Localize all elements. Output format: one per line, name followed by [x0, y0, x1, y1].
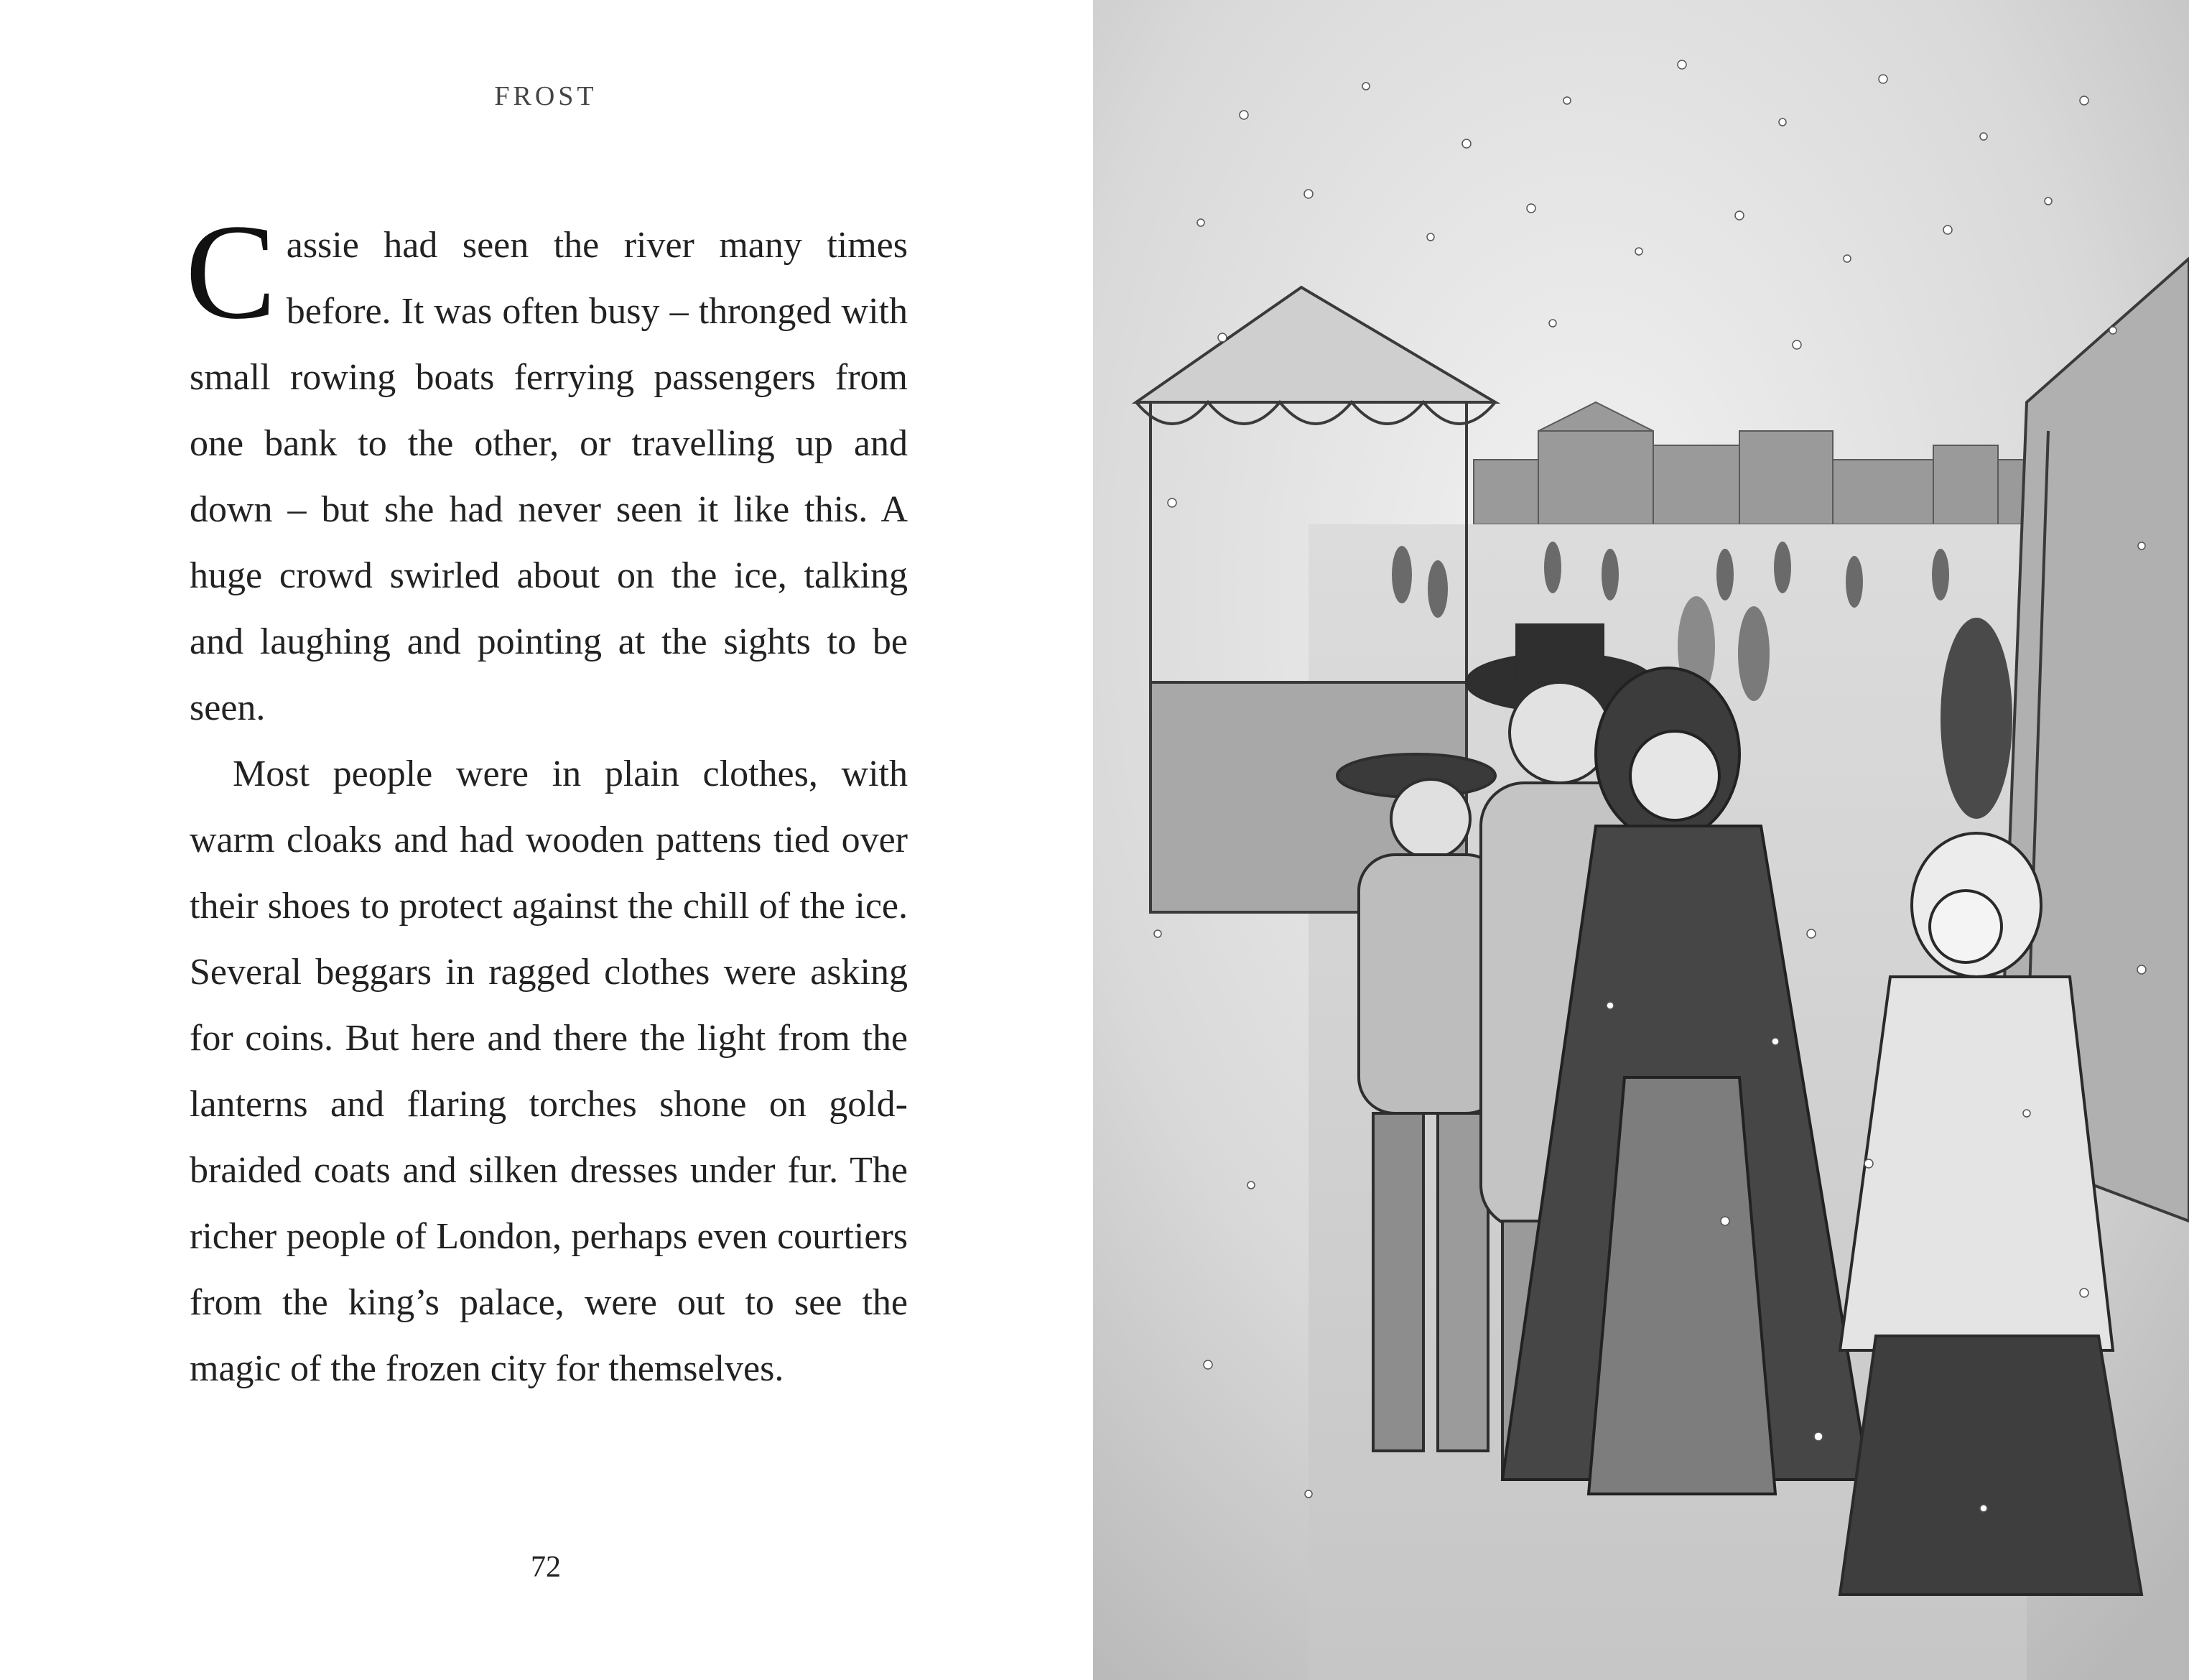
- page-number: 72: [531, 1551, 561, 1584]
- body-text: [185, 197, 908, 1402]
- frost-fair-illustration: [1093, 0, 2189, 1680]
- paragraph-1-text: assie had seen the river many times before. It was often busy – thronged with small rowing boats ferrying passengers from one bank to the other, or travelling up and down – but she had never seen it like this. A huge crowd swirled about on the ice, talking and laughing and pointing at the sights to be seen.: [190, 225, 908, 728]
- running-head: FROST: [494, 81, 598, 111]
- drop-cap: C: [185, 197, 276, 348]
- left-page: [0, 0, 1092, 1680]
- paragraph-1: [185, 197, 908, 741]
- paragraph-2: Most people were in plain clothes, with warm cloaks and had wooden pattens tied over their shoes to protect against the chill of the ice. Several beggars in ragged clothes were asking for coins. But here and there the light from the lanterns and flaring torches shone on gold-braided coats and silken dresses under fur. The richer people of London, perhaps even courtiers from the king’s palace, were out to see the magic of the frozen city for themselves.: [190, 753, 908, 1389]
- illustration-page: [1093, 0, 2189, 1680]
